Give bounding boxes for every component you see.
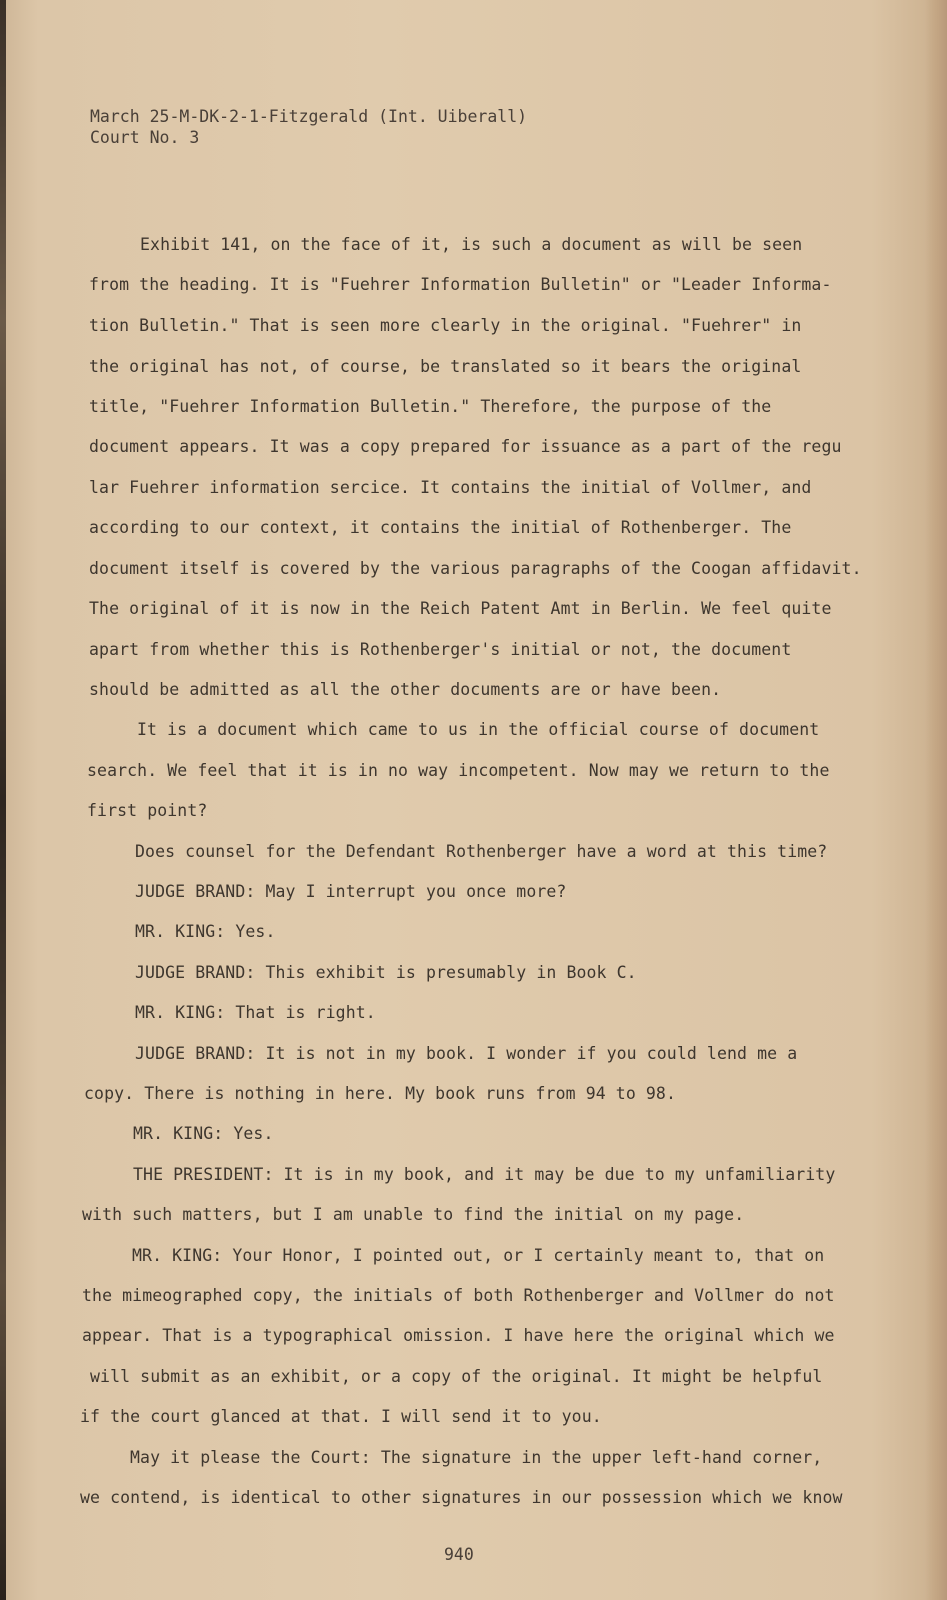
body-line: MR. KING: Your Honor, I pointed out, or I certainly meant to, that on: [132, 1246, 825, 1265]
body-line: document appears. It was a copy prepared for issuance as a part of the regu: [89, 437, 842, 456]
body-line: lar Fuehrer information sercice. It contains the initial of Vollmer, and: [89, 478, 812, 497]
body-line: JUDGE BRAND: This exhibit is presumably in Book C.: [135, 963, 637, 982]
body-line: from the heading. It is "Fuehrer Information Bulletin" or "Leader Informa-: [89, 275, 832, 294]
page-number: 940: [444, 1545, 474, 1564]
page-edge-left: [0, 0, 6, 1600]
body-line: The original of it is now in the Reich Patent Amt in Berlin. We feel quite: [89, 599, 832, 618]
body-line: title, "Fuehrer Information Bulletin." Therefore, the purpose of the: [89, 397, 772, 416]
body-line: appear. That is a typographical omission. I have here the original which we: [82, 1326, 835, 1345]
document-header: [90, 106, 527, 148]
body-line: JUDGE BRAND: May I interrupt you once more?: [135, 882, 567, 901]
body-line: tion Bulletin." That is seen more clearly in the original. "Fuehrer" in: [89, 316, 802, 335]
body-line: first point?: [87, 801, 208, 820]
body-line: MR. KING: That is right.: [135, 1003, 376, 1022]
body-line: according to our context, it contains the initial of Rothenberger. The: [89, 518, 792, 537]
header-line-1: March 25-M-DK-2-1-Fitzgerald (Int. Uiberall): [90, 107, 528, 126]
body-line: JUDGE BRAND: It is not in my book. I wonder if you could lend me a: [135, 1044, 798, 1063]
body-line: search. We feel that it is in no way incompetent. Now may we return to the: [87, 761, 830, 780]
body-line: apart from whether this is Rothenberger's initial or not, the document: [89, 640, 792, 659]
body-line: copy. There is nothing in here. My book runs from 94 to 98.: [84, 1084, 676, 1103]
body-line: Exhibit 141, on the face of it, is such a document as will be seen: [140, 235, 803, 254]
body-line: It is a document which came to us in the official course of document: [137, 720, 820, 739]
body-line: THE PRESIDENT: It is in my book, and it may be due to my unfamiliarity: [133, 1165, 836, 1184]
body-line: we contend, is identical to other signatures in our possession which we know: [80, 1488, 843, 1507]
page-edge-right: [925, 0, 947, 1600]
body-line: document itself is covered by the various paragraphs of the Coogan affidavit.: [89, 559, 862, 578]
body-line: will submit as an exhibit, or a copy of the original. It might be helpful: [90, 1367, 823, 1386]
body-line: the original has not, of course, be translated so it bears the original: [89, 357, 802, 376]
body-line: MR. KING: Yes.: [133, 1124, 274, 1143]
body-line: MR. KING: Yes.: [135, 922, 276, 941]
body-line: the mimeographed copy, the initials of both Rothenberger and Vollmer do not: [82, 1286, 835, 1305]
body-line: May it please the Court: The signature in the upper left-hand corner,: [130, 1448, 823, 1467]
body-line: should be admitted as all the other documents are or have been.: [89, 680, 722, 699]
body-line: if the court glanced at that. I will send it to you.: [80, 1407, 602, 1426]
header-line-2: Court No. 3: [90, 128, 200, 147]
body-line: Does counsel for the Defendant Rothenberger have a word at this time?: [135, 842, 828, 861]
body-line: with such matters, but I am unable to find the initial on my page.: [82, 1205, 745, 1224]
